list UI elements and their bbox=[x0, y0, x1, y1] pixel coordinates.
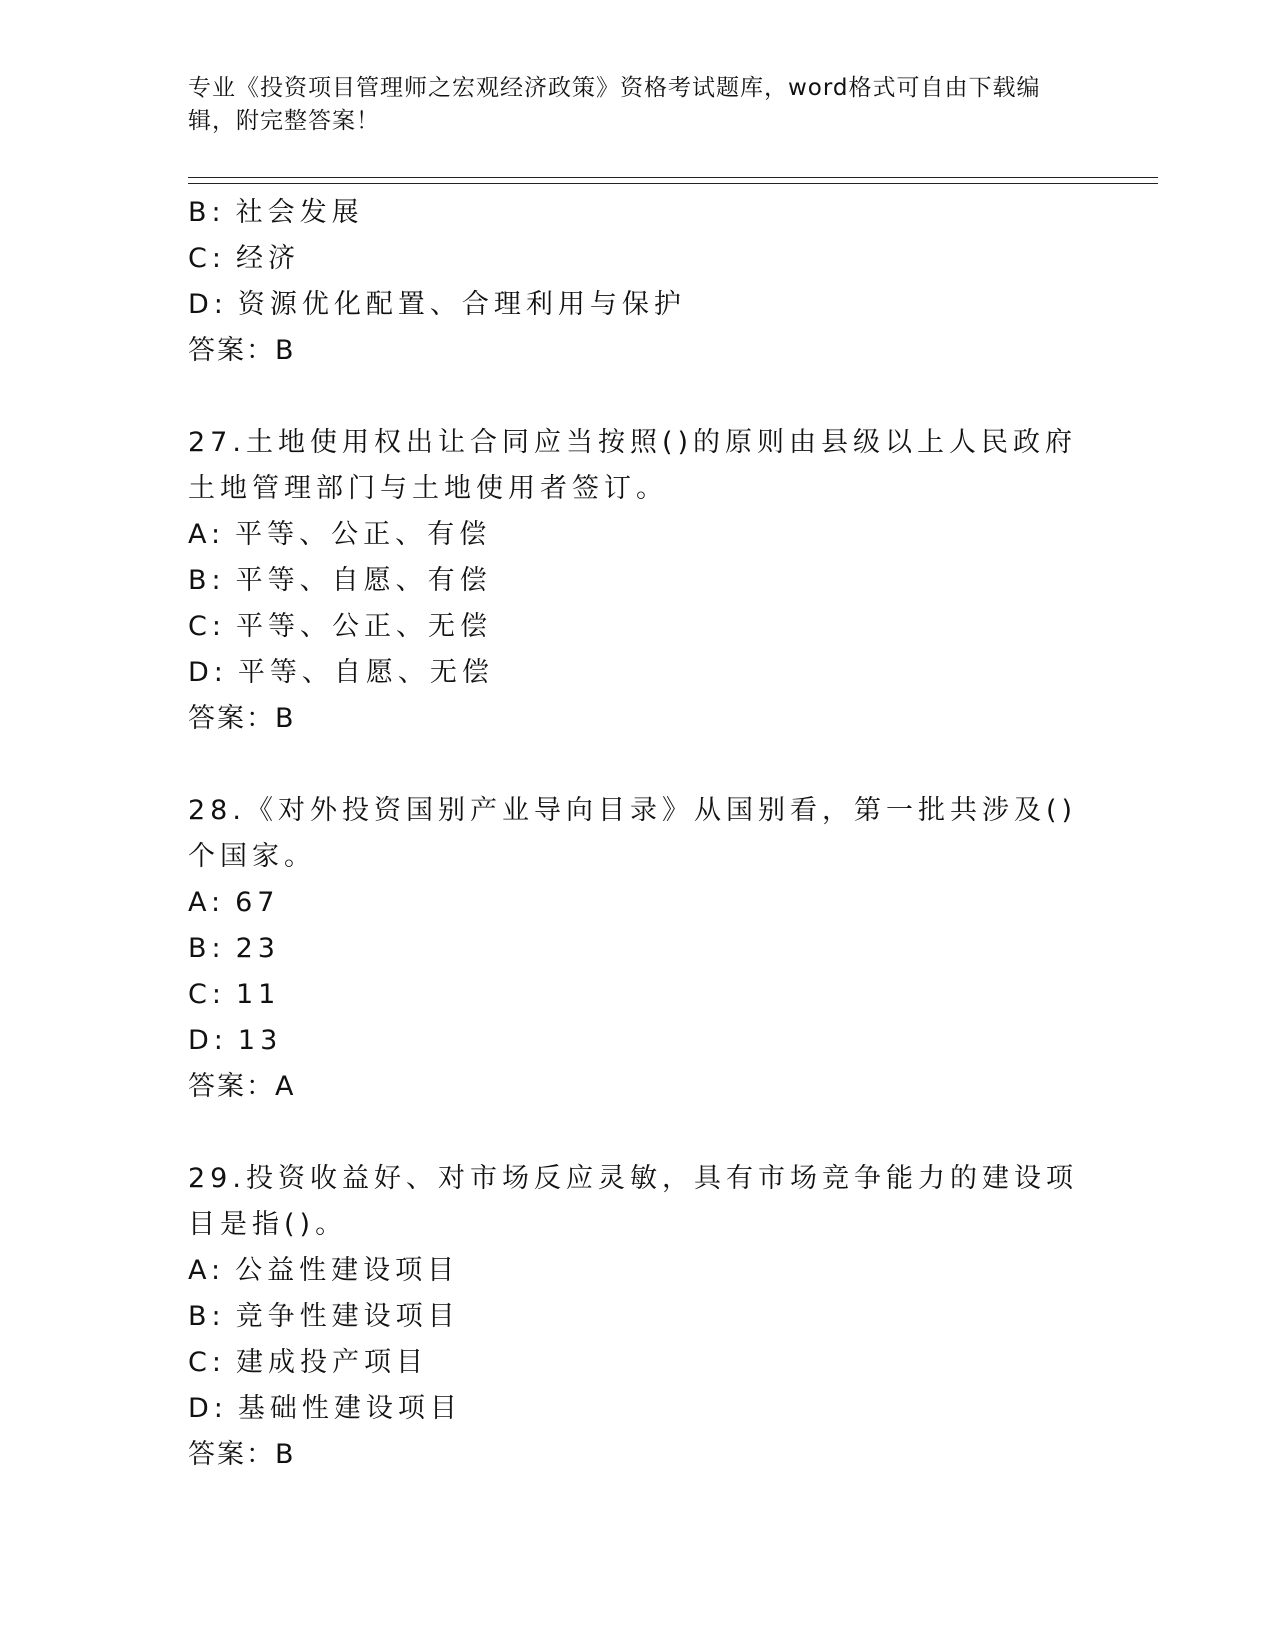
document-header: 专业《投资项目管理师之宏观经济政策》资格考试题库，word格式可自由下载编辑，附完整答案！ bbox=[188, 75, 1041, 134]
question-stem: 28.《对外投资国别产业导向目录》从国别看，第一批共涉及()个国家。 bbox=[188, 795, 1078, 872]
spacer bbox=[188, 374, 1088, 420]
option-text: 公益性建设项目 bbox=[235, 1255, 460, 1286]
option-d bbox=[188, 1018, 1088, 1064]
answer-line: 答案：A bbox=[188, 1071, 296, 1102]
option-b bbox=[188, 190, 1088, 236]
option-text: 平等、自愿、无偿 bbox=[237, 657, 494, 688]
spacer bbox=[188, 1110, 1088, 1156]
option-letter: C: bbox=[188, 1347, 226, 1378]
question-stem: 27.土地使用权出让合同应当按照()的原则由县级以上人民政府土地管理部门与土地使用者签订。 bbox=[188, 427, 1078, 504]
option-d bbox=[188, 282, 1088, 328]
option-text: 竞争性建设项目 bbox=[235, 1301, 460, 1332]
answer-line: 答案：B bbox=[188, 703, 296, 734]
option-text: 社会发展 bbox=[235, 197, 364, 228]
option-letter: D: bbox=[188, 1025, 228, 1056]
option-text: 13 bbox=[237, 1025, 283, 1056]
header-rule-bottom bbox=[188, 183, 1158, 184]
question-29 bbox=[188, 1156, 1088, 1478]
option-text: 平等、自愿、有偿 bbox=[235, 565, 492, 596]
option-d bbox=[188, 1386, 1088, 1432]
spacer bbox=[188, 742, 1088, 788]
option-text: 资源优化配置、合理利用与保护 bbox=[237, 289, 686, 320]
option-text: 67 bbox=[235, 887, 280, 918]
option-c bbox=[188, 972, 1088, 1018]
option-letter: D: bbox=[188, 1393, 228, 1424]
answer-line: 答案：B bbox=[188, 1439, 296, 1470]
option-a bbox=[188, 1248, 1088, 1294]
option-letter: C: bbox=[188, 979, 226, 1010]
option-letter: A: bbox=[188, 519, 226, 550]
option-letter: D: bbox=[188, 657, 228, 688]
option-letter: B: bbox=[188, 197, 226, 228]
option-letter: B: bbox=[188, 933, 226, 964]
option-letter: A: bbox=[188, 887, 226, 918]
option-a bbox=[188, 512, 1088, 558]
option-text: 基础性建设项目 bbox=[237, 1393, 462, 1424]
option-letter: C: bbox=[188, 611, 226, 642]
option-text: 平等、公正、有偿 bbox=[235, 519, 492, 550]
option-text: 经济 bbox=[235, 243, 300, 274]
option-b bbox=[188, 1294, 1088, 1340]
option-letter: B: bbox=[188, 1301, 226, 1332]
option-c bbox=[188, 604, 1088, 650]
option-a bbox=[188, 880, 1088, 926]
question-28 bbox=[188, 788, 1088, 1110]
option-letter: B: bbox=[188, 565, 226, 596]
option-letter: A: bbox=[188, 1255, 226, 1286]
option-d bbox=[188, 650, 1088, 696]
question-list bbox=[188, 190, 1088, 1478]
option-text: 平等、公正、无偿 bbox=[235, 611, 492, 642]
option-c bbox=[188, 236, 1088, 282]
option-letter: D: bbox=[188, 289, 228, 320]
option-text: 建成投产项目 bbox=[235, 1347, 428, 1378]
header-rule-top bbox=[188, 177, 1158, 178]
option-text: 11 bbox=[235, 979, 281, 1010]
option-c bbox=[188, 1340, 1088, 1386]
option-b bbox=[188, 926, 1088, 972]
question-stem: 29.投资收益好、对市场反应灵敏，具有市场竞争能力的建设项目是指()。 bbox=[188, 1163, 1078, 1240]
option-letter: C: bbox=[188, 243, 226, 274]
answer-line: 答案：B bbox=[188, 335, 296, 366]
option-text: 23 bbox=[235, 933, 280, 964]
option-b bbox=[188, 558, 1088, 604]
question-27 bbox=[188, 420, 1088, 742]
prev-question-block bbox=[188, 190, 1088, 374]
